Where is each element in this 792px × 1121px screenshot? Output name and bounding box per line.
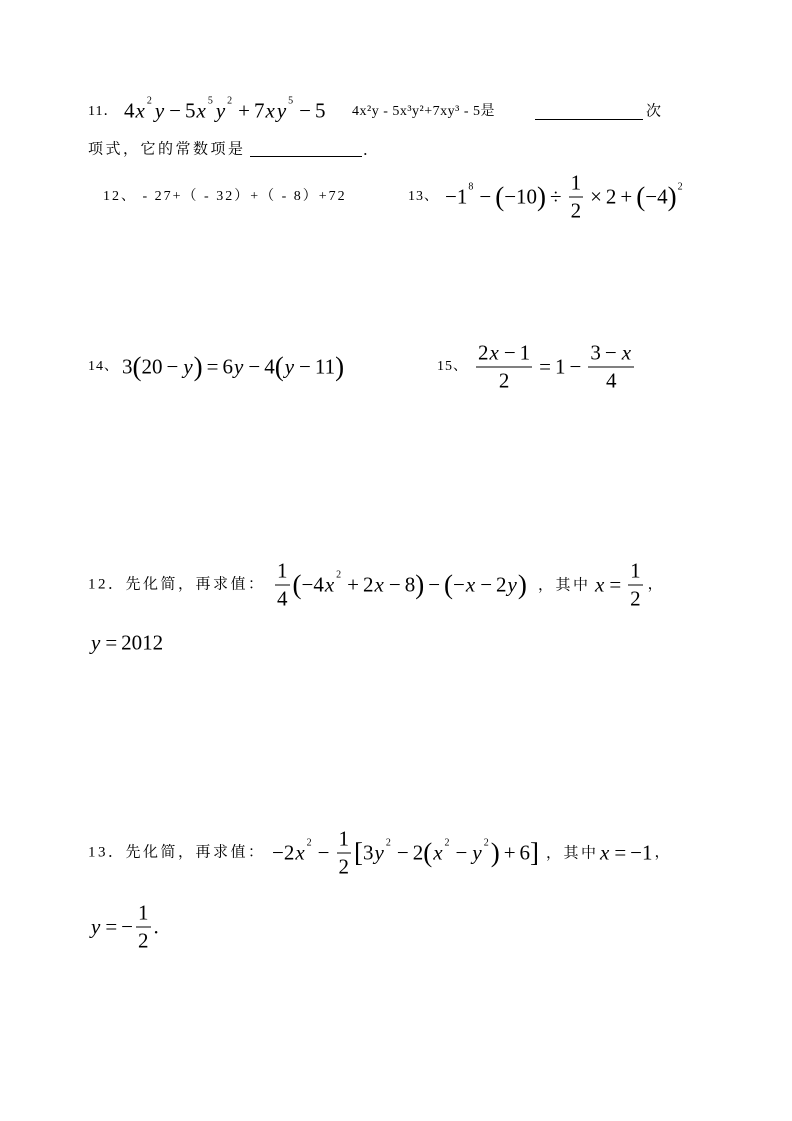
math-number: 2 [496,572,507,597]
math-operator: − [121,914,134,939]
math-operator: − [272,840,284,865]
math-operator: − [645,184,658,209]
comma-punct: ， [647,576,663,593]
math-number: 4 [124,98,135,123]
fraction-denominator [275,585,290,610]
fraction-denominator [569,197,584,222]
q13-number: 13、 [408,189,439,204]
math-operator: − [504,184,517,209]
fraction [476,340,532,393]
p13-condition-line2 [90,900,159,953]
fraction [275,558,290,611]
p13-label: 13．先化简，再求值： [88,844,266,861]
math-exponent: 2 [306,837,312,848]
math-variable: x [433,840,443,865]
fraction-denominator [588,367,634,392]
math-operator: − [480,572,493,597]
math-operator: − [299,98,311,123]
fraction-denominator [628,585,643,610]
math-operator: − [630,840,643,865]
fraction-numerator [337,826,352,853]
math-paren: ) [193,351,203,382]
math-operator: − [479,184,492,209]
q11-tail-text: 次 [646,103,664,120]
math-variable: y [276,98,287,123]
period-punct: . [153,914,159,939]
math-number: 2 [570,198,582,223]
math-paren: ( [132,351,142,382]
q11-end-punct: ． [363,142,381,159]
math-operator: + [503,840,516,865]
q15-number: 15、 [437,359,468,374]
math-paren: ( [495,181,505,212]
p12-where-text: ，其中 [538,577,591,594]
math-variable: x [489,340,499,365]
math-paren: ) [335,351,345,382]
math-number: 6 [222,354,234,379]
fraction-numerator [628,558,643,585]
p12-condition [594,558,663,611]
math-number: 1 [570,170,582,195]
fraction-numerator [136,900,151,927]
math-paren: ) [490,837,500,868]
fraction [628,558,643,611]
math-exponent: 2 [227,95,233,106]
math-exponent: 2 [483,837,489,848]
math-bracket: ] [530,837,540,868]
math-operator: − [301,572,314,597]
math-operator: = [206,354,219,379]
math-operator: = [105,914,118,939]
math-operator: − [299,354,311,379]
q11-number: 11． [88,104,119,119]
math-operator: = [539,354,552,379]
math-number: 5 [315,98,326,123]
math-number: 4 [313,572,324,597]
fraction-numerator [588,340,634,367]
math-operator: × [590,184,602,209]
q15-math-equation [473,340,637,393]
math-number: 3 [590,340,601,365]
math-number: 1 [630,558,641,583]
math-paren: ) [415,569,425,600]
q13-math-expression [445,170,685,223]
math-number: 4 [657,184,668,209]
fraction [569,170,584,223]
math-exponent: 2 [444,837,450,848]
math-number: 2 [283,840,295,865]
q14-math-equation [122,351,345,382]
fraction [588,340,634,393]
fraction [337,826,352,879]
math-operator: + [620,184,633,209]
math-number: 1 [519,340,531,365]
math-variable: x [465,572,476,597]
answer-blank [535,119,643,120]
fraction-denominator [136,927,151,952]
math-operator: ÷ [550,184,562,209]
math-exponent: 2 [385,837,391,848]
p13-math-expression [272,826,540,879]
q12-calc-expression: 12、 - 27+（ - 32）+（ - 8）+72 [103,189,347,204]
math-paren: ( [423,837,433,868]
fraction-denominator [337,853,352,878]
math-paren: ) [517,569,527,600]
math-operator: − [453,572,465,597]
math-number: 2 [605,184,617,209]
math-variable: y [507,572,517,597]
fraction-denominator [476,367,532,392]
math-number: 7 [254,98,265,123]
math-exponent: 2 [146,95,152,106]
math-exponent: 2 [336,569,342,580]
math-bracket: [ [354,837,364,868]
math-variable: y [472,840,482,865]
q11-math-expression [124,95,326,123]
math-number: 2 [138,928,149,953]
math-number: 2 [363,572,374,597]
p13-where-text: ，其中 [546,845,599,862]
math-number: 4 [277,586,288,611]
math-number: 4 [264,354,275,379]
p12-label: 12．先化简，再求值： [88,576,266,593]
math-operator: − [388,572,401,597]
math-variable: y [215,98,226,123]
math-exponent: 2 [677,181,683,192]
math-number: 1 [456,184,468,209]
math-number: 10 [516,184,538,209]
math-operator: = [614,840,627,865]
fraction-numerator [275,558,290,585]
math-number: 2 [478,340,489,365]
math-operator: − [569,354,582,379]
math-variable: x [600,840,610,865]
p13-condition [599,840,670,865]
q11-plain-expression: 4x²y - 5x³y²+7xy³ - 5是 [352,104,496,119]
math-variable: x [135,98,145,123]
math-variable: x [621,340,632,365]
p12-math-expression [272,558,527,611]
math-variable: y [284,354,295,379]
math-variable: x [324,572,335,597]
math-variable: x [595,572,605,597]
math-number: 2 [338,854,350,879]
q11-line2-text: 项式，它的常数项是 [88,141,246,158]
math-operator: = [609,572,622,597]
math-number: 1 [277,558,288,583]
math-number: 2 [498,368,510,393]
math-variable: x [295,840,305,865]
math-variable: y [183,354,193,379]
math-number: 5 [185,98,196,123]
q14-number: 14、 [88,359,119,374]
math-number: 8 [404,572,416,597]
math-variable: x [196,98,206,123]
math-variable: y [154,98,165,123]
math-number: 1 [642,840,653,865]
fraction-numerator [569,170,584,197]
math-number: 1 [138,900,149,925]
math-number: 1 [555,354,566,379]
math-operator: − [169,98,181,123]
math-number: 2 [412,840,424,865]
math-variable: y [91,630,101,655]
math-exponent: 5 [288,95,294,106]
math-number: 6 [519,840,531,865]
math-paren: ( [636,181,646,212]
math-number: 20 [141,354,163,379]
p12-condition-line2 [90,630,164,655]
math-variable: x [374,572,384,597]
math-operator: − [166,354,179,379]
math-operator: − [455,840,468,865]
comma-punct: ， [654,844,670,861]
math-operator: − [604,340,617,365]
math-variable: x [265,98,275,123]
math-paren: ) [667,181,677,212]
math-number: 4 [605,368,617,393]
math-variable: y [234,354,244,379]
math-paren: ( [444,569,454,600]
math-variable: y [91,914,101,939]
fraction-numerator [476,340,532,367]
math-operator: + [238,98,250,123]
math-exponent: 8 [468,181,474,192]
math-number: 3 [122,354,133,379]
math-number: 1 [338,826,350,851]
math-exponent: 5 [207,95,213,106]
math-operator: − [445,184,457,209]
math-operator: − [317,840,330,865]
fraction [136,900,151,953]
math-paren: ( [274,351,284,382]
math-paren: ) [537,181,547,212]
math-operator: − [428,572,441,597]
math-operator: + [347,572,360,597]
math-operator: − [248,354,261,379]
math-number: 3 [363,840,374,865]
math-variable: y [374,840,384,865]
math-operator: = [105,630,118,655]
answer-blank [250,156,362,157]
math-operator: − [396,840,409,865]
math-number: 2012 [121,630,164,655]
math-operator: − [503,340,516,365]
math-paren: ( [292,569,302,600]
math-number: 11 [314,354,336,379]
math-number: 2 [630,586,641,611]
